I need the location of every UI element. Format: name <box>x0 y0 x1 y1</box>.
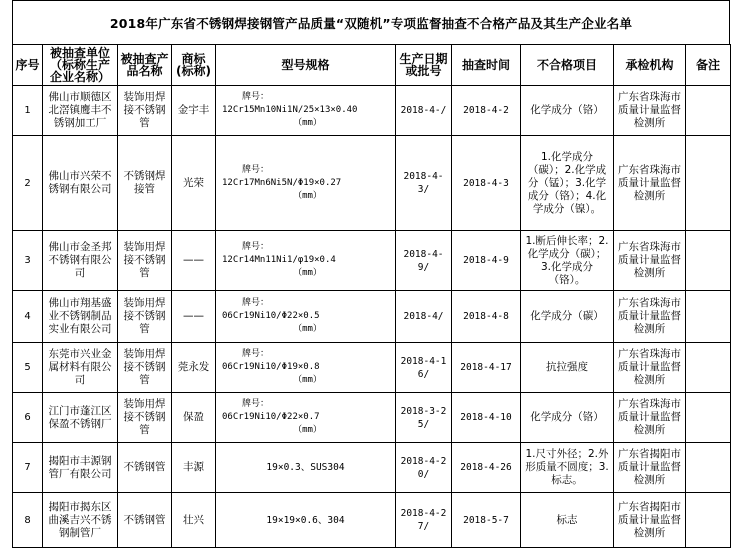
model-unit: （mm） <box>293 425 322 435</box>
cell-inspector: 广东省珠海市质量计量监督检测所 <box>614 291 686 343</box>
model-label: 牌号： <box>242 399 270 409</box>
cell-model <box>216 393 396 443</box>
cell-sample-time: 2018-4-2 <box>452 86 521 136</box>
cell-remark <box>686 291 731 343</box>
cell-company: 佛山市金圣邦不锈钢有限公司 <box>43 231 118 291</box>
header-failed-items: 不合格项目 <box>521 45 614 86</box>
table-row <box>13 493 731 548</box>
table-title: 2018年广东省不锈钢焊接钢管产品质量“双随机”专项监督抽查不合格产品及其生产企业名单 <box>12 0 730 44</box>
cell-brand: 保盈 <box>172 393 216 443</box>
cell-company: 佛山市兴荣不锈钢有限公司 <box>43 136 118 231</box>
cell-remark <box>686 231 731 291</box>
cell-failed-items: 标志 <box>521 493 614 548</box>
cell-failed-items: 抗拉强度 <box>521 343 614 393</box>
cell-seq: 5 <box>13 343 43 393</box>
cell-brand: 光荣 <box>172 136 216 231</box>
table-row <box>13 291 731 343</box>
model-unit: （mm） <box>293 118 322 128</box>
cell-seq: 6 <box>13 393 43 443</box>
cell-product: 装饰用焊接不锈钢管 <box>118 231 172 291</box>
cell-date-batch: 2018-4-20/ <box>396 443 452 493</box>
model-spec: 12Cr17Mn6Ni5N/Φ19×0.27 <box>222 177 342 188</box>
model-label: 牌号： <box>242 298 270 308</box>
cell-product: 不锈钢管 <box>118 443 172 493</box>
header-date-batch: 生产日期或批号 <box>396 45 452 86</box>
cell-date-batch: 2018-4-9/ <box>396 231 452 291</box>
cell-sample-time: 2018-5-7 <box>452 493 521 548</box>
cell-brand: 壮兴 <box>172 493 216 548</box>
table-row <box>13 393 731 443</box>
cell-model: 19×19×0.6、304 <box>216 493 396 548</box>
cell-company: 佛山市顺德区北滘镇鹰丰不锈钢加工厂 <box>43 86 118 136</box>
cell-failed-items: 化学成分（铬） <box>521 86 614 136</box>
cell-seq: 3 <box>13 231 43 291</box>
cell-brand: —— <box>172 291 216 343</box>
cell-sample-time: 2018-4-8 <box>452 291 521 343</box>
cell-brand: 金宇丰 <box>172 86 216 136</box>
header-company: 被抽查单位（标称生产企业名称） <box>43 45 118 86</box>
cell-remark <box>686 393 731 443</box>
cell-remark <box>686 86 731 136</box>
cell-inspector: 广东省珠海市质量计量监督检测所 <box>614 136 686 231</box>
table-row <box>13 343 731 393</box>
header-inspector: 承检机构 <box>614 45 686 86</box>
cell-remark <box>686 493 731 548</box>
cell-model: 19×0.3、SUS304 <box>216 443 396 493</box>
cell-date-batch: 2018-4-3/ <box>396 136 452 231</box>
cell-model <box>216 86 396 136</box>
cell-failed-items: 1.尺寸外径；2.外形质量不圆度；3.标志。 <box>521 443 614 493</box>
cell-company: 江门市蓬江区保盈不锈钢厂 <box>43 393 118 443</box>
cell-product: 装饰用焊接不锈钢管 <box>118 343 172 393</box>
table-row <box>13 443 731 493</box>
cell-inspector: 广东省揭阳市质量计量监督检测所 <box>614 493 686 548</box>
cell-inspector: 广东省揭阳市质量计量监督检测所 <box>614 443 686 493</box>
model-label: 牌号： <box>242 242 270 252</box>
cell-date-batch: 2018-4-16/ <box>396 343 452 393</box>
model-spec: 06Cr19Ni10/Φ22×0.5 <box>222 311 320 321</box>
cell-failed-items: 1.断后伸长率；2.化学成分（碳）；3.化学成分（铬）。 <box>521 231 614 291</box>
cell-product: 装饰用焊接不锈钢管 <box>118 393 172 443</box>
model-spec: 12Cr15Mn10Ni1N/25×13×0.40 <box>222 105 358 115</box>
model-label: 牌号： <box>242 349 270 359</box>
model-spec: 06Cr19Ni10/Φ19×0.8 <box>222 362 320 372</box>
cell-seq: 7 <box>13 443 43 493</box>
cell-company: 东莞市兴业金属材料有限公司 <box>43 343 118 393</box>
table-row <box>13 231 731 291</box>
header-sample-time: 抽查时间 <box>452 45 521 86</box>
cell-date-batch: 2018-4-27/ <box>396 493 452 548</box>
cell-remark <box>686 136 731 231</box>
model-label: 牌号： <box>242 164 270 175</box>
cell-date-batch: 2018-4-/ <box>396 86 452 136</box>
model-spec: 06Cr19Ni10/Φ22×0.7 <box>222 412 320 422</box>
cell-seq: 1 <box>13 86 43 136</box>
cell-seq: 4 <box>13 291 43 343</box>
cell-seq: 2 <box>13 136 43 231</box>
cell-seq: 8 <box>13 493 43 548</box>
cell-inspector: 广东省珠海市质量计量监督检测所 <box>614 393 686 443</box>
cell-failed-items: 1.化学成分（碳）；2.化学成分（锰）；3.化学成分（铬）；4.化学成分（镍）。 <box>521 136 614 231</box>
header-brand: 商标(标称) <box>172 45 216 86</box>
cell-failed-items: 化学成分（碳） <box>521 291 614 343</box>
header-remark: 备注 <box>686 45 731 86</box>
cell-date-batch: 2018-4/ <box>396 291 452 343</box>
cell-model <box>216 136 396 231</box>
cell-brand: 丰源 <box>172 443 216 493</box>
model-unit: （mm） <box>293 190 322 201</box>
cell-remark <box>686 343 731 393</box>
model-spec: 12Cr14Mn11Ni1/φ19×0.4 <box>222 255 336 265</box>
cell-product: 装饰用焊接不锈钢管 <box>118 86 172 136</box>
cell-product: 装饰用焊接不锈钢管 <box>118 291 172 343</box>
header-model: 型号规格 <box>216 45 396 86</box>
table-row <box>13 136 731 231</box>
cell-sample-time: 2018-4-26 <box>452 443 521 493</box>
cell-model <box>216 343 396 393</box>
header-seq: 序号 <box>13 45 43 86</box>
model-unit: （mm） <box>293 375 322 385</box>
cell-company: 揭阳市揭东区曲溪吉兴不锈钢制管厂 <box>43 493 118 548</box>
cell-model <box>216 291 396 343</box>
model-label: 牌号： <box>242 92 270 102</box>
cell-remark <box>686 443 731 493</box>
cell-sample-time: 2018-4-3 <box>452 136 521 231</box>
cell-brand: —— <box>172 231 216 291</box>
cell-inspector: 广东省珠海市质量计量监督检测所 <box>614 343 686 393</box>
model-unit: （mm） <box>293 268 322 278</box>
header-row <box>13 45 731 86</box>
cell-product: 不锈钢焊接管 <box>118 136 172 231</box>
cell-company: 佛山市翔基盛业不锈钢制品实业有限公司 <box>43 291 118 343</box>
nonconforming-products-table <box>12 44 731 548</box>
cell-failed-items: 化学成分（铬） <box>521 393 614 443</box>
cell-sample-time: 2018-4-9 <box>452 231 521 291</box>
cell-product: 不锈钢管 <box>118 493 172 548</box>
cell-inspector: 广东省珠海市质量计量监督检测所 <box>614 231 686 291</box>
cell-sample-time: 2018-4-17 <box>452 343 521 393</box>
cell-company: 揭阳市丰源钢管厂有限公司 <box>43 443 118 493</box>
cell-brand: 莞永发 <box>172 343 216 393</box>
header-product: 被抽查产品名称 <box>118 45 172 86</box>
model-unit: （mm） <box>293 324 322 334</box>
cell-inspector: 广东省珠海市质量计量监督检测所 <box>614 86 686 136</box>
cell-sample-time: 2018-4-10 <box>452 393 521 443</box>
cell-date-batch: 2018-3-25/ <box>396 393 452 443</box>
cell-model <box>216 231 396 291</box>
table-row <box>13 86 731 136</box>
